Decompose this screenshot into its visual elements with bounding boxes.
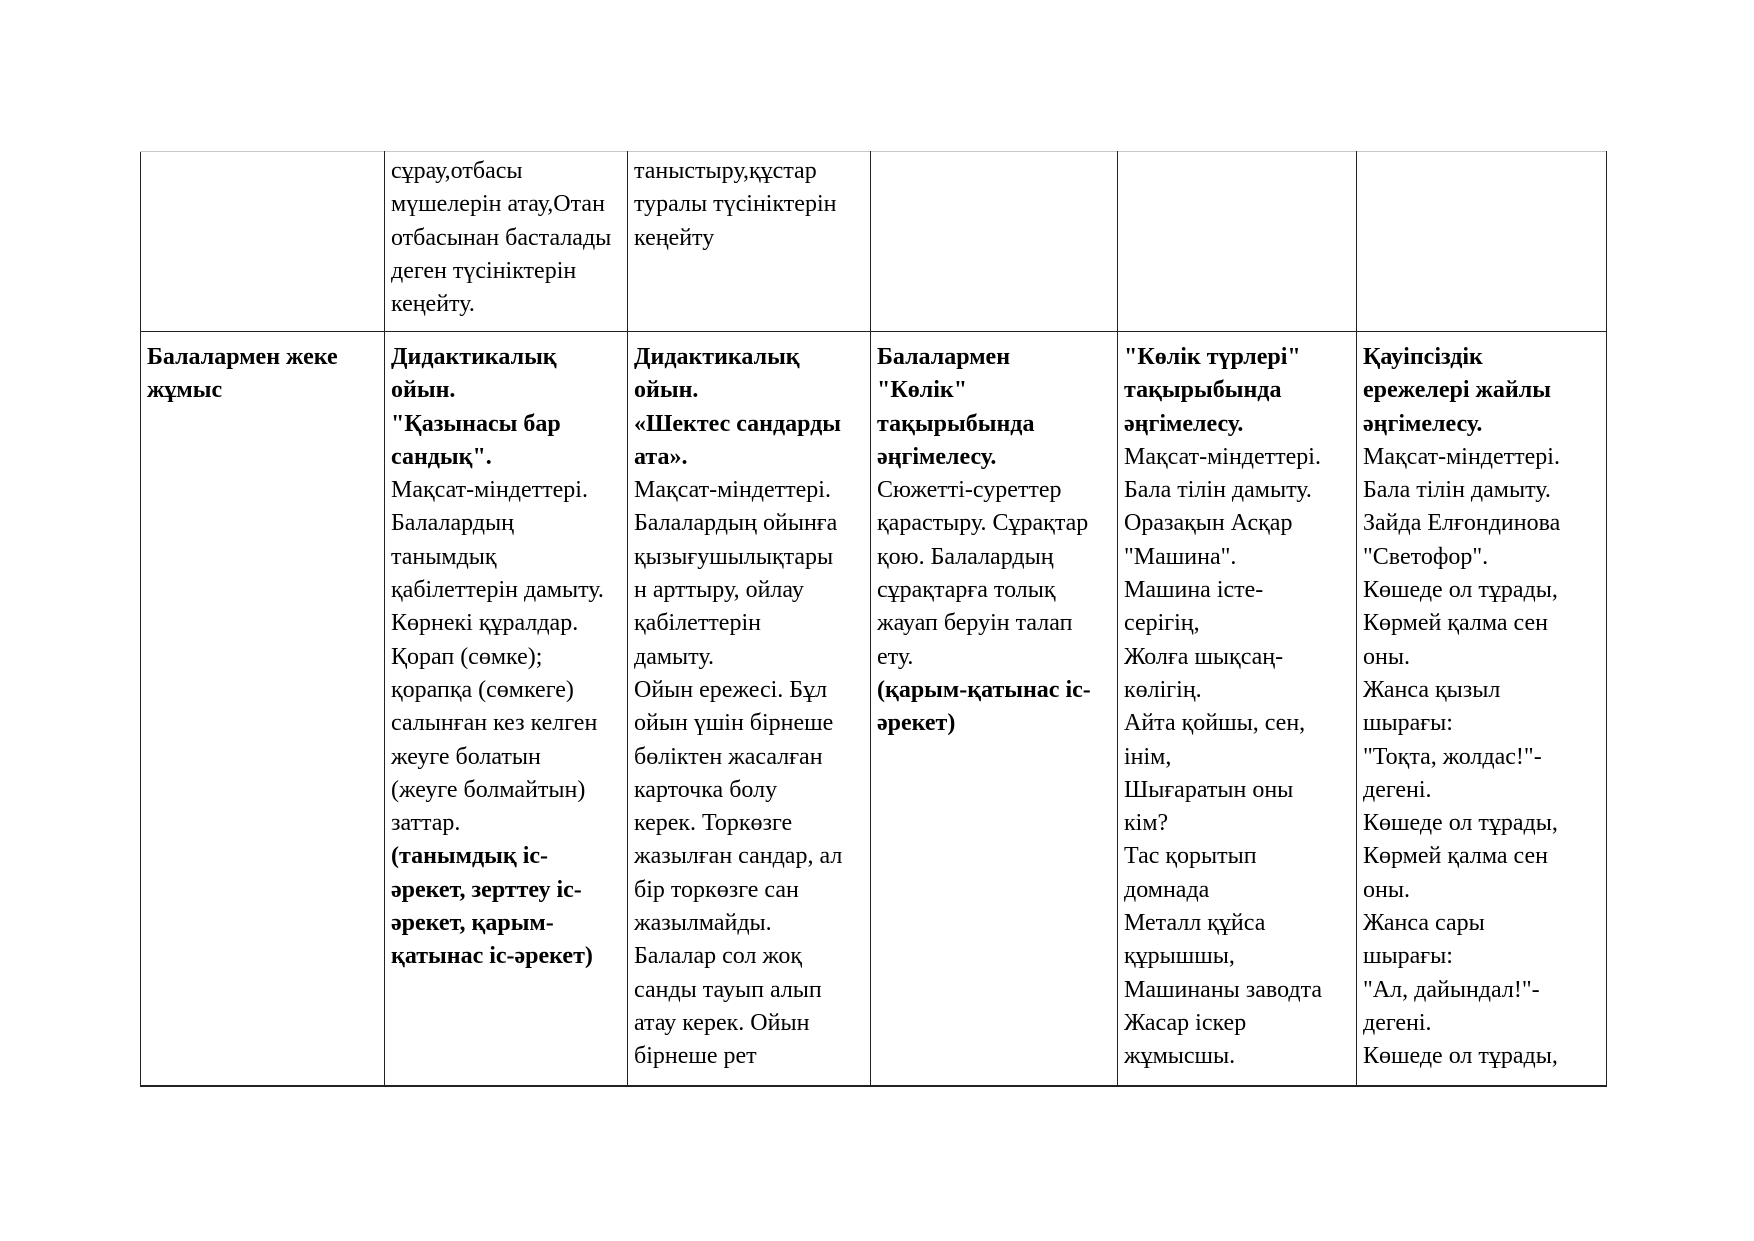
plan-table: [140, 151, 1607, 1087]
activity-type-line: (танымдық іс-: [391, 843, 549, 870]
heading-line: Дидактикалық: [391, 344, 557, 370]
body-line: жауап беруін талап: [877, 610, 1073, 637]
body-line: Бала тілін дамыту.: [1363, 477, 1551, 504]
body-line: Ойын ережесі. Бұл: [634, 676, 828, 703]
body-line: көлігің.: [1124, 676, 1202, 703]
body-line: салынған кез келген: [391, 710, 598, 737]
body-line: оны.: [1363, 876, 1410, 903]
body-line: керек. Торкөзге: [634, 810, 793, 837]
body-line: бірнеше рет: [634, 1043, 757, 1070]
body-line: Машина істе-: [1124, 577, 1264, 604]
heading-line: сандық".: [391, 443, 492, 470]
activity-type-line: әрекет, қарым-: [391, 910, 554, 937]
body-line: құрышшы,: [1124, 943, 1235, 970]
body-line: қою. Балалардың: [877, 543, 1054, 570]
text-line: кеңейту: [634, 224, 715, 251]
body-line: Оразақын Асқар: [1124, 510, 1293, 537]
body-line: дегені.: [1363, 1009, 1432, 1036]
body-line: Балалардың ойынға: [634, 510, 838, 537]
body-line: Мақсат-міндеттері.: [1363, 443, 1560, 470]
body-line: заттар.: [391, 810, 461, 837]
body-line: оны.: [1363, 643, 1410, 670]
body-line: дегені.: [1363, 776, 1432, 803]
cell-col4-transport-talk: [871, 332, 1118, 1087]
body-line: шырағы:: [1363, 943, 1453, 970]
heading-line: ойын.: [391, 377, 456, 404]
heading-line: "Көлік": [877, 377, 968, 404]
body-line: Тас қорытып: [1124, 843, 1257, 870]
body-line: Көшеде ол тұрады,: [1363, 577, 1558, 604]
body-line: жеуге болатын: [391, 743, 541, 770]
body-line: қорапқа (сөмкеге): [391, 676, 574, 703]
body-line: дамыту.: [634, 643, 714, 670]
cell-top-col5: [1118, 152, 1357, 332]
text-line: мүшелерін атау,Отан: [391, 191, 605, 218]
cell-col5-transport-types: [1118, 332, 1357, 1087]
body-line: Балалар сол жоқ: [634, 943, 803, 970]
body-line: інім,: [1124, 743, 1172, 770]
body-line: Айта қойшы, сен,: [1124, 710, 1306, 737]
body-line: Балалардың: [391, 510, 514, 537]
activity-type-line: қатынас іс-әрекет): [391, 943, 593, 970]
body-line: Көшеде ол тұрады,: [1363, 810, 1558, 837]
body-line: ойын үшін бірнеше: [634, 710, 834, 737]
heading-line: әңгімелесу.: [1124, 410, 1244, 437]
cell-col2-didactic-game: [385, 332, 628, 1087]
body-line: жазылмайды.: [634, 910, 772, 937]
activity-type-line: (қарым-қатынас іс-: [877, 676, 1091, 703]
cell-top-col3: [628, 152, 871, 332]
body-line: "Ал, дайындал!"-: [1363, 976, 1540, 1003]
table-row-individual-work: [141, 332, 1607, 1087]
body-line: санды тауып алып: [634, 976, 822, 1003]
body-line: Бала тілін дамыту.: [1124, 477, 1312, 504]
cell-col3-didactic-game: [628, 332, 871, 1087]
body-line: қызығушылықтары: [634, 543, 834, 570]
body-line: жұмысшы.: [1124, 1043, 1236, 1070]
body-line: Қорап (сөмке);: [391, 643, 543, 670]
heading-line: Дидактикалық: [634, 344, 800, 370]
cell-top-col6: [1357, 152, 1607, 332]
activity-type-line: әрекет): [877, 710, 956, 737]
body-line: сұрақтарға толық: [877, 577, 1056, 604]
text-line: Балалармен жеке: [147, 344, 338, 370]
heading-line: «Шектес сандарды: [634, 410, 842, 437]
body-line: Зайда Елғондинова: [1363, 510, 1561, 537]
body-line: Көрмей қалма сен: [1363, 610, 1548, 637]
cell-top-label: [141, 152, 385, 332]
heading-line: тақырыбында: [1124, 377, 1282, 404]
text-line: кеңейту.: [391, 291, 475, 318]
row-label-text: [147, 341, 378, 408]
body-line: домнада: [1124, 876, 1210, 903]
row-label-individual-work: [141, 332, 385, 1087]
body-line: атау керек. Ойын: [634, 1009, 810, 1036]
body-line: Мақсат-міндеттері.: [634, 477, 831, 504]
body-line: н арттыру, ойлау: [634, 577, 804, 604]
heading-line: Қауіпсіздік: [1363, 344, 1483, 370]
body-line: бөліктен жасалған: [634, 743, 823, 770]
body-line: Жасар іскер: [1124, 1009, 1247, 1036]
body-line: Көшеде ол тұрады,: [1363, 1043, 1558, 1070]
table-row-continuation: [141, 152, 1607, 332]
body-line: Металл құйса: [1124, 910, 1266, 937]
body-line: Көрмей қалма сен: [1363, 843, 1548, 870]
heading-line: Балалармен: [877, 344, 1011, 370]
body-line: шырағы:: [1363, 710, 1453, 737]
text-line: туралы түсініктерін: [634, 191, 837, 218]
body-line: "Машина".: [1124, 543, 1237, 570]
body-line: (жеуге болмайтын): [391, 776, 586, 803]
body-line: Машинаны заводта: [1124, 976, 1323, 1003]
heading-line: ойын.: [634, 377, 699, 404]
body-line: Мақсат-міндеттері.: [391, 477, 588, 504]
heading-line: әңгімелесу.: [877, 443, 997, 470]
body-line: Жанса қызыл: [1363, 676, 1501, 703]
heading-line: ата».: [634, 443, 688, 470]
activity-type-line: әрекет, зерттеу іс-: [391, 876, 582, 903]
body-line: қарастыру. Сұрақтар: [877, 510, 1089, 537]
body-line: кім?: [1124, 810, 1169, 837]
heading-line: әңгімелесу.: [1363, 410, 1483, 437]
cell-col6-safety-rules: [1357, 332, 1607, 1087]
text-line: жұмыс: [147, 377, 223, 404]
body-line: қабілеттерін дамыту.: [391, 577, 604, 604]
heading-line: тақырыбында: [877, 410, 1035, 437]
heading-line: "Көлік түрлері": [1124, 344, 1301, 370]
heading-line: ережелері жайлы: [1363, 377, 1551, 404]
body-line: Мақсат-міндеттері.: [1124, 443, 1321, 470]
text-line: отбасынан басталады: [391, 224, 612, 251]
cell-top-col4: [871, 152, 1118, 332]
text-line: деген түсініктерін: [391, 257, 577, 284]
text-line: сұрау,отбасы: [391, 158, 523, 184]
body-line: бір торкөзге сан: [634, 876, 799, 903]
body-line: Жанса сары: [1363, 910, 1485, 937]
cell-top-col2: [385, 152, 628, 332]
body-line: ету.: [877, 643, 914, 670]
body-line: серігің,: [1124, 610, 1200, 637]
body-line: Жолға шықсаң-: [1124, 643, 1284, 670]
body-line: "Светофор".: [1363, 543, 1489, 570]
body-line: карточка болу: [634, 776, 778, 803]
body-line: "Тоқта, жолдас!"-: [1363, 743, 1542, 770]
body-line: Сюжетті-суреттер: [877, 477, 1062, 504]
body-line: қабілеттерін: [634, 610, 761, 637]
body-line: Шығаратын оны: [1124, 776, 1294, 803]
body-line: жазылған сандар, ал: [634, 843, 843, 870]
heading-line: "Қазынасы бар: [391, 410, 561, 437]
body-line: Көрнекі құралдар.: [391, 610, 579, 637]
body-line: танымдық: [391, 543, 497, 570]
text-line: таныстыру,құстар: [634, 158, 817, 184]
